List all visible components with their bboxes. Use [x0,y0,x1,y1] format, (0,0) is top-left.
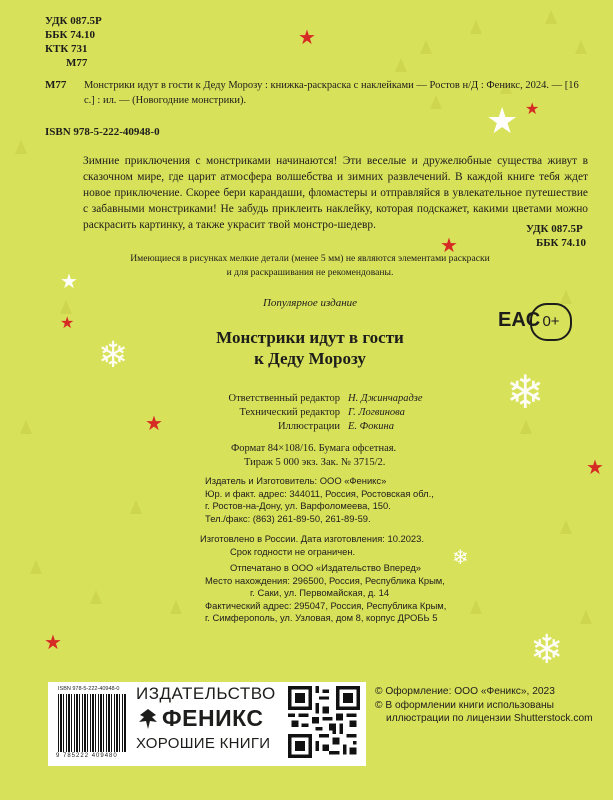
printer-line: г. Саки, ул. Первомайская, д. 14 [250,587,390,598]
publisher-line: г. Ростов-на-Дону, ул. Варфоломеева, 150. [205,500,391,511]
tree-icon [420,40,432,54]
tree-icon [520,420,532,434]
credit-row [200,406,423,420]
tree-icon [560,290,572,304]
credit-role: Технический редактор [239,407,340,418]
star-icon: ★ [60,271,78,293]
edition-type: Популярное издание [262,297,358,309]
copyright-line: © В оформлении книги использованы [375,699,554,711]
tree-icon [60,300,72,314]
annotation-mark: М77 [45,79,67,91]
printer-line: г. Симферополь, ул. Узловая, дом 8, корпус ДРОБЬ 5 [205,612,438,623]
tree-icon [560,520,572,534]
credit-name: Г. Логвинова [348,407,405,418]
tree-icon [130,500,142,514]
manufacture-line: Изготовлено в России. Дата изготовления: 10.2023. [200,533,424,544]
tree-icon [90,590,102,604]
tree-icon [20,420,32,434]
eac-mark-icon: EAC [498,309,541,331]
ktk-code: КТК 731 [45,43,88,55]
barcode-icon [58,694,126,752]
book-title [200,327,420,369]
star-icon: ★ [60,315,75,332]
tree-icon [470,20,482,34]
bbk-code-right: ББК 74.10 [536,237,587,249]
star-icon: ★ [298,27,316,49]
bibliographic-annotation: Монстрики идут в гости к Деду Морозу : книжка-раскраска с наклейками — Ростов н/Д : Феникс, 2024. — [16 с.] : ил. — (Новогодние монстрики). [84,80,579,106]
bbk-code: ББК 74.10 [45,29,96,41]
printer-line: Фактический адрес: 295047, Россия, Республика Крым, [205,599,447,611]
tree-icon [580,610,592,624]
star-icon: ★ [145,413,163,435]
publisher-line: Юр. и факт. адрес: 344011, Россия, Ростовская обл., [205,487,434,499]
manufacture-info [200,533,424,558]
credit-row [200,392,423,406]
publisher-line: Издатель и Изготовитель: ООО «Феникс» [205,475,387,486]
credit-row [200,420,423,434]
udk-code: УДК 087.5Р [45,15,102,27]
book-description: Зимние приключения с монстриками начинаются! Эти веселые и дружелюбные существа живут в сказочном мире, где царит атмосфера волшебства и зимних развлечений. В каждой книге тебя ждет новое приключение. Скорее бери карандаши, фломастеры и отправляйся в увлекательное путешествие с забавными монстриками! Не забудь приклеить наклейку, которая подскажет, какими цветами можно раскрасить картинку, а также украсит твой монстро-шедевр. [83,155,588,231]
format-line: Тираж 5 000 экз. Зак. № 3715/2. [244,457,386,468]
snowflake-icon: ❄ [98,335,129,375]
tree-icon [395,58,407,72]
printer-info [205,562,446,625]
snowflake-icon: ❄ [452,547,469,569]
printer-line: Место нахождения: 296500, Россия, Республика Крым, [205,574,445,586]
warning-line: и для раскрашивания не рекомендованы. [226,267,394,278]
qr-code-icon [288,686,360,758]
tree-icon [545,10,557,24]
publisher-label: ИЗДАТЕЛЬСТВО [136,684,276,703]
author-mark: М77 [66,57,88,69]
credits [200,392,423,434]
barcode-number: 9 785222 409480 [56,753,118,759]
star-icon: ★ [586,457,604,479]
copyright-line: иллюстрации по лицензии Shutterstock.com [386,713,593,724]
credit-role: Иллюстрации [277,421,340,432]
format-line: Формат 84×108/16. Бумага офсетная. [231,443,397,454]
title-line: Монстрики идут в гости [216,328,404,347]
print-format [231,442,396,470]
age-rating-badge: 0+ [530,303,572,341]
isbn-line: ISBN 978-5-222-40948-0 [45,126,160,138]
credit-name: Е. Фокина [348,421,394,432]
snowflake-icon: ❄ [506,367,545,418]
copyright-line: © Оформление: ООО «Феникс», 2023 [375,686,555,697]
publisher-line: Тел./факс: (863) 261-89-50, 261-89-59. [205,512,371,524]
star-icon: ★ [486,101,519,141]
tree-icon [575,40,587,54]
credit-name: Н. Джинчарадзе [348,393,423,404]
printer-line: Отпечатано в ООО «Издательство Вперед» [230,562,422,573]
publisher-brand: ФЕНИКС [162,705,264,731]
star-icon: ★ [440,235,458,257]
copyright-notice [375,685,593,726]
snowflake-icon: ❄ [530,627,564,672]
manufacture-line: Срок годности не ограничен. [230,545,356,557]
star-icon: ★ [525,101,540,118]
safety-warning [120,252,500,280]
publisher-info [205,475,434,525]
publisher-tagline: ХОРОШИЕ КНИГИ [136,735,271,752]
title-line: к Деду Морозу [254,349,366,368]
credit-role: Ответственный редактор [228,393,340,404]
barcode-isbn: ISBN 978-5-222-40948-0 [58,686,120,692]
tree-icon [15,140,27,154]
udk-code-right: УДК 087.5Р [526,223,583,235]
tree-icon [30,560,42,574]
warning-line: Имеющиеся в рисунках мелкие детали (менее 5 мм) не являются элементами раскраски [130,253,490,264]
tree-icon [470,600,482,614]
phoenix-logo-icon [138,708,158,730]
tree-icon [170,600,182,614]
star-icon: ★ [44,632,62,654]
